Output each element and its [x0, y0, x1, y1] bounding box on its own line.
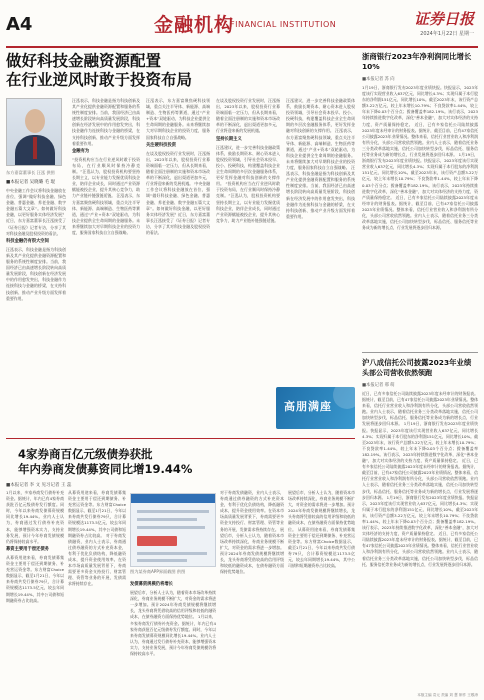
- bottom-column-2: [68, 490, 126, 690]
- sidebar-story-2-text-cont4: 近日，已有多家信托公司陆续披露2023年度未经审计的财务报表。据统计，截至目前，已有47家信托公司披露2023年业绩情况。整体来看，信托行业营业收入和净利润有所分化，头部公司营收依然领跑。业内人士表示，随着信托业务三分类改革落地实施，信托公司加快转型步伐，标品信托、服务信托等业务成为新的增长点，行业发展将逐步回归本源。: [362, 531, 478, 567]
- lead-col-a: 中央金融工作会议将科技金融放在首位，强调“做好科技金融、绿色金融、普惠金融、养老金融、数字金融五篇大文章”。如何做好科技金融，以更好服务实体经济发展？近日，东方嘉富董事长汪泓接受了《证券日报》记者专访，分享了其对科技金融及股权投资的看法。: [6, 188, 66, 236]
- bottom-column-4: [220, 490, 284, 690]
- lead-col-b: 汪泓表示，科技金融是指为科技创新及其产业化提供金融资源配置和服务的系统性制度安排。当前，我国经济已由高速增长阶段转向高质量发展阶段，科技创新在经济发展中的作用愈发突出，科技金融作为连接科技与金融的桥梁，在支持科技创新、推动产业升级方面发挥着重要作用。: [72, 98, 140, 146]
- bottom-headline-line1: 4家券商百亿元级债券获批: [18, 447, 153, 461]
- bottom-col-b-part: 从募资用途来看，券商发债募集资金主要用于偿还到期债务、补充营运资金等。东方财富Choice数据显示，截至1月21日，今年以来券商共发行债券79只，合计募资规模达1173.5亿元，较去年同期增长19.44%，其中公司债和短期融资券占比较高。: [6, 554, 64, 603]
- lead-col-f: 汪泓建议，进一步完善科技金融政策体系，鼓励长期资本、耐心资本进入股权投资领域，引导社会资本投早、投小、投硬科技，构建覆盖科技企业全生命周期的多层次金融服务体系，更好发挥金融对科技创新的支撑作用。: [216, 144, 280, 187]
- lead-headline: [6, 52, 355, 90]
- sidebar-story-2-text-cont3: 1月19日，浙商银行发布2023年度业绩快报。快报显示，2023年度该行实现营业收入637亿元，同比增长4.3%；实现归属于本行股东的净利润151亿元，同比增长10%。截至2023年末，该行资产总额3.22万亿元，较上年末增长10.79%；不良贷款率1.44%，较上年末下降0.03个百分点；拨备覆盖率182.19%。该行表示，2023年持续推进数字化改革，深化“善本金融”，加大对实体经济的支持力度，资产质量保持稳定。: [362, 494, 478, 537]
- sidebar-story-1-text-cont2: 1月19日，浙商银行发布2023年度业绩快报。快报显示，2023年度该行实现营业收入637亿元，同比增长4.3%；实现归属于本行股东的净利润151亿元，同比增长10%。截至2023年末，该行资产总额3.22万亿元，较上年末增长10.79%；不良贷款率1.44%，较上年末下降0.03个百分点；拨备覆盖率182.19%。该行表示，2023年持续推进数字化改革，深化“善本金融”，加大对实体经济的支持力度，资产质量保持稳定。: [362, 152, 478, 200]
- sidebar-story-2-text-cont2: 近日，已有多家信托公司陆续披露2023年度未经审计的财务报表。据统计，截至目前，已有47家信托公司披露2023年业绩情况。整体来看，信托行业营业收入和净利润有所分化，头部公司营收依然领跑。业内人士表示，随着信托业务三分类改革落地实施，信托公司加快转型步伐，标品信托、服务信托等业务成为新的增长点，行业发展将逐步回归本源。: [362, 458, 478, 500]
- portrait-head: [25, 109, 45, 133]
- bottom-rule: [6, 438, 355, 439]
- bottom-col-c: 对于券商发债融资，业内人士表示，券商通过债券融资的方式补充资本金，有利于优化负债结构，降低融资成本，提升资金使用效率。在资本市场高质量发展背景下，券商需要更多资金支持投行、财富管理、资管等业务的开展，发债需求将持续存在。: [68, 532, 126, 587]
- sidebar-story-2-text-cont: 1月19日，浙商银行发布2023年度业绩快报。快报显示，2023年度该行实现营业收入637亿元，同比增长4.3%；实现归属于本行股东的净利润151亿元，同比增长10%。截至2023年末，该行资产总额3.22万亿元，较上年末增长10.79%；不良贷款率1.44%，较上年末下降0.03个百分点；拨备覆盖率182.19%。该行表示，2023年持续推进数字化改革，深化“善本金融”，加大对实体经济的支持力度，资产质量保持稳定。: [362, 421, 478, 464]
- lead-column-3: [146, 98, 210, 428]
- lead-subhead-1: 科技金融仍有很大空间: [6, 238, 49, 244]
- bottom-col-d-3: 展望后市，分析人士认为，随着资本市场改革持续深化，券商业务规模不断扩大，对资金的需求将进一步增加。预计2024年券商发债规模将继续增长，龙头券商将凭借较高的信用评级和较低的融资成本，在债券融资方面保持优势地位。: [288, 490, 355, 532]
- bottom-byline: ■本报记者 李 文 见习记者 王 蕊: [6, 483, 72, 488]
- sidebar-divider: [362, 352, 478, 353]
- lead-col-a-cont: 汪泓表示，科技金融是指为科技创新及其产业化提供金融资源配置和服务的系统性制度安排。当前，我国经济已由高速增长阶段转向高质量发展阶段，科技创新在经济发展中的作用愈发突出，科技金融作为连接科技与金融的桥梁，在支持科技创新、推动产业升级方面发挥着重要作用。: [6, 246, 66, 301]
- lead-col-d-part: 汪泓表示，东方嘉富聚焦硬科技领域，重点关注半导体、新能源、高端制造、生物医药等赛道，通过“产业+资本”双轮驱动，为科技企业提供全生命周期的金融服务。未来将继续加大对早期科技企业的投资力度，服务国家科技自立自强战略。: [72, 193, 140, 235]
- sidebar-story-2-body: [362, 391, 478, 700]
- bottom-subhead-1: 募资主要用于偿还债务: [6, 546, 49, 552]
- sidebar-story-1-byline: ■本报记者 苏 向: [362, 77, 395, 82]
- section-english-title: FINANCIAL INSTITUTION: [230, 20, 337, 29]
- sidebar-story-2-byline: ■本报记者 邢 萌: [362, 383, 395, 388]
- bottom-col-b: 从募资用途来看，券商发债募集资金主要用于偿还到期债务、补充营运资金等。东方财富Choice数据显示，截至1月21日，今年以来券商共发行债券79只，合计募资规模达1173.5亿元，较去年同期增长19.44%，其中公司债和短期融资券占比较高。: [68, 490, 126, 538]
- screenshot-highlight: [137, 536, 177, 546]
- screenshot-row: [137, 559, 187, 562]
- promo-banner: [276, 387, 355, 429]
- lead-col-e: 在谈及股权投资行业发展时，汪泓指出，2023年以来，股权投资行业募资端面临一定压力，但从长期来看，随着全面注册制的实施和资本市场改革的不断深化，退出渠道更加多元，行业将迎来新的发展机遇。: [146, 150, 210, 187]
- sidebar-story-2-text: 近日，已有多家信托公司陆续披露2023年度未经审计的财务报表。据统计，截至目前，已有47家信托公司披露2023年业绩情况。整体来看，信托行业营业收入和净利润有所分化，头部公司营收依然领跑。业内人士表示，随着信托业务三分类改革落地实施，信托公司加快转型步伐，标品信托、服务信托等业务成为新的增长点，行业发展将逐步回归本源。: [362, 391, 478, 427]
- bottom-col-b-3: 从募资用途来看，券商发债募集资金主要用于偿还到期债务、补充营运资金等。东方财富Choice数据显示，截至1月21日，今年以来券商共发行债券79只，合计募资规模达1173.5亿元，较去年同期增长19.44%，其中公司债和短期融资券占比较高。: [288, 526, 355, 569]
- bottom-headline: [18, 447, 192, 477]
- photo-caption: 东方嘉富董事长 汪泓 供图: [6, 170, 55, 175]
- page-header: [6, 6, 478, 46]
- screenshot-caption: 图为某券商APP界面截图 供图: [130, 569, 186, 574]
- bottom-col-a: 1月以来，多家券商发行债券补充资金。据统计，年内已有4家券商获批百亿元级债券发行额度。同时，今年以来券商发债募资规模同比增长19.44%。业内人士认为，券商通过发行债券补充资本，能够增强资本实力，支持业务发展，预计今年券商发债规模仍将保持较高水平。: [6, 490, 64, 544]
- lead-col-f-2: 汪泓建议，进一步完善科技金融政策体系，鼓励长期资本、耐心资本进入股权投资领域，引导社会资本投早、投小、投硬科技，构建覆盖科技企业全生命周期的多层次金融服务体系，更好发挥金融对科技创新的支撑作用。: [286, 98, 355, 134]
- screenshot-header-bar: [131, 494, 215, 503]
- lead-col-e-2: 在谈及股权投资行业发展时，汪泓指出，2023年以来，股权投资行业募资端面临一定压力，但从长期来看，随着全面注册制的实施和资本市场改革的不断深化，退出渠道更加多元，行业将迎来新的发展机遇。: [216, 98, 280, 134]
- section-title: 金融机构: [154, 14, 235, 36]
- lead-headline-line1: 做好科技金融资源配置: [6, 52, 162, 70]
- bottom-headline-line2: 年内券商发债募资同比增19.44%: [18, 462, 193, 476]
- banner-text: 高朋满座: [284, 400, 332, 413]
- sidebar-story-2-headline: 沪八成信托公司披露2023年业绩: [362, 358, 472, 367]
- lead-col-a-rep: 中央金融工作会议将科技金融放在首位，强调“做好科技金融、绿色金融、普惠金融、养老金融、数字金融五篇大文章”。如何做好科技金融，以更好服务实体经济发展？近日，东方嘉富董事长汪泓接受了《证券日报》记者专访，分享了其对科技金融及股权投资的看法。: [146, 181, 210, 235]
- lead-subhead-2: 金融有为: [72, 148, 90, 154]
- screenshot-row: [137, 552, 207, 555]
- screenshot-row: [137, 510, 209, 513]
- sidebar-story-1-headline: 浙商银行2023年净利润同比增长10%: [362, 52, 472, 71]
- bottom-column-3: [130, 580, 216, 690]
- sidebar-story-2-subheadline: 头部公司营收依然领跑: [362, 369, 432, 377]
- header-rule: [6, 46, 478, 48]
- bottom-column-1: [6, 490, 64, 690]
- lead-column-5: [286, 98, 355, 383]
- bottom-col-c-2: 对于券商发债融资，业内人士表示，券商通过债券融资的方式补充资本金，有利于优化负债结构，降低融资成本，提升资金使用效率。在资本市场高质量发展背景下，券商需要更多资金支持投行、财富管理、资管等业务的开展，发债需求将持续存在。: [220, 490, 284, 532]
- issue-date: 2024年1月22日 星期一: [420, 31, 474, 37]
- bottom-subhead-2: 发债募资规模仍将增长: [130, 582, 173, 587]
- lead-col-c: “投资机构应当在行业逆风时敢于投资布局，在行业顺风时保持冷静克制。”汪泓认为，股权投资机构要坚持长期主义，以专业能力发掘优质科技企业，陪伴企业成长，同时通过产业资源赋能被投企业，提升其核心竞争力，助力产业链补链强链延链。: [72, 156, 140, 199]
- app-screenshot-image: [130, 493, 216, 567]
- bottom-col-a-rep: 1月以来，多家券商发行债券补充资金。据统计，年内已有4家券商获批百亿元级债券发行额度。同时，今年以来券商发债募资规模同比增长19.44%。业内人士认为，券商通过发行债券补充资本，能够增强资本实力，支持业务发展，预计今年券商发债规模仍将保持较高水平。: [130, 614, 216, 657]
- sidebar-story-1-text: 1月19日，浙商银行发布2023年度业绩快报。快报显示，2023年度该行实现营业收入637亿元，同比增长4.3%；实现归属于本行股东的净利润151亿元，同比增长10%。截至2023年末，该行资产总额3.22万亿元，较上年末增长10.79%；不良贷款率1.44%，较上年末下降0.03个百分点；拨备覆盖率182.19%。该行表示，2023年持续推进数字化改革，深化“善本金融”，加大对实体经济的支持力度，资产质量保持稳定。: [362, 85, 478, 127]
- lead-col-d: 汪泓表示，东方嘉富聚焦硬科技领域，重点关注半导体、新能源、高端制造、生物医药等赛道，通过“产业+资本”双轮驱动，为科技企业提供全生命周期的金融服务。未来将继续加大对早期科技企业的投资力度，服务国家科技自立自强战略。: [146, 98, 210, 140]
- lead-column-2: [72, 98, 140, 428]
- sidebar-story-1-body: [362, 85, 478, 347]
- bottom-article: [6, 438, 355, 693]
- lead-column-4: [216, 98, 280, 428]
- sidebar-story-1-text-cont3: 近日，已有多家信托公司陆续披露2023年度未经审计的财务报表。据统计，截至目前，已有47家信托公司披露2023年业绩情况。整体来看，信托行业营业收入和净利润有所分化，头部公司营收依然领跑。业内人士表示，随着信托业务三分类改革落地实施，信托公司加快转型步伐，标品信托、服务信托等业务成为新的增长点，行业发展将逐步回归本源。: [362, 194, 478, 231]
- screenshot-row: [137, 518, 197, 521]
- lead-col-b-rep: 汪泓表示，科技金融是指为科技创新及其产业化提供金融资源配置和服务的系统性制度安排。当前，我国经济已由高速增长阶段转向高质量发展阶段，科技创新在经济发展中的作用愈发突出，科技金融作为连接科技与金融的桥梁，在支持科技创新、推动产业升级方面发挥着重要作用。: [286, 165, 355, 219]
- lead-col-c-rep: “投资机构应当在行业逆风时敢于投资布局，在行业顺风时保持冷静克制。”汪泓认为，股权投资机构要坚持长期主义，以专业能力发掘优质科技企业，陪伴企业成长，同时通过产业资源赋能被投企业，提升其核心竞争力，助力产业链补链强链延链。: [216, 181, 280, 223]
- lead-byline: ■本报记者 吴晓璐 毛 琨: [6, 180, 56, 185]
- page-number: A4: [6, 14, 33, 35]
- portrait-photo: [6, 98, 62, 166]
- masthead-logo: 证券日报: [413, 10, 474, 28]
- lead-subhead-3: 关注硬科技投资: [146, 142, 177, 148]
- lead-article: [6, 52, 355, 432]
- page-footer: 本版主编 袁元 责编 刘 慧 制作 王敬涛: [417, 693, 478, 697]
- screenshot-row: [137, 526, 205, 529]
- bottom-col-d: 展望后市，分析人士认为，随着资本市场改革持续深化，券商业务规模不断扩大，对资金的需求将进一步增加。预计2024年券商发债规模将继续增长，龙头券商将凭借较高的信用评级和较低的融资成本，在债券融资方面保持优势地位。: [130, 590, 216, 620]
- portrait-tie: [33, 137, 37, 159]
- lead-subhead-4: 坚持长期主义: [216, 136, 242, 142]
- bottom-col-d-2: 展望后市，分析人士认为，随着资本市场改革持续深化，券商业务规模不断扩大，对资金的需求将进一步增加。预计2024年券商发债规模将继续增长，龙头券商将凭借较高的信用评级和较低的融资成本，在债券融资方面保持优势地位。: [220, 526, 284, 575]
- bottom-column-5: [288, 490, 355, 690]
- sidebar-column: [362, 52, 478, 692]
- lead-column-1: [6, 188, 66, 428]
- sidebar-story-1-text-cont: 近日，已有多家信托公司陆续披露2023年度未经审计的财务报表。据统计，截至目前，已有47家信托公司披露2023年业绩情况。整体来看，信托行业营业收入和净利润有所分化，头部公司营收依然领跑。业内人士表示，随着信托业务三分类改革落地实施，信托公司加快转型步伐，标品信托、服务信托等业务成为新的增长点，行业发展将逐步回归本源。: [362, 121, 478, 158]
- lead-headline-line2: 在行业逆风时敢于投资布局: [6, 71, 193, 89]
- lead-col-d-rep: 汪泓表示，东方嘉富聚焦硬科技领域，重点关注半导体、新能源、高端制造、生物医药等赛道，通过“产业+资本”双轮驱动，为科技企业提供全生命周期的金融服务。未来将继续加大对早期科技企业的投资力度，服务国家科技自立自强战略。: [286, 128, 355, 171]
- banner-decoration: [333, 387, 355, 409]
